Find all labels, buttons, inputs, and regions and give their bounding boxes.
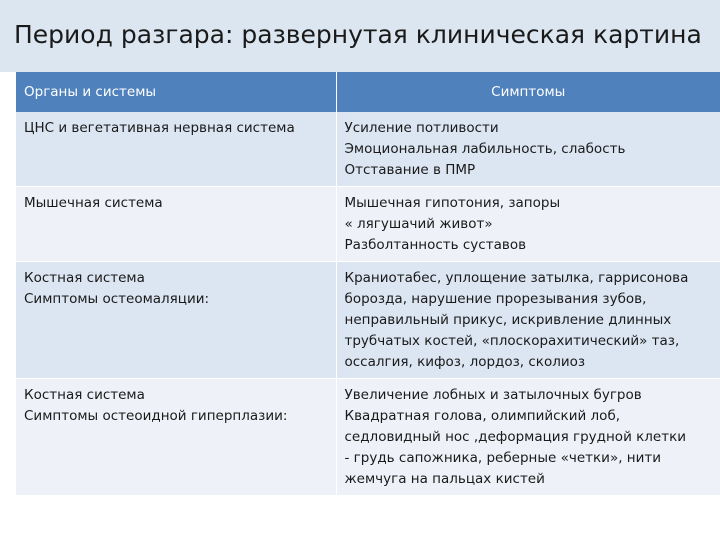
organ-line: Мышечная система <box>24 195 163 211</box>
table-row <box>16 187 720 262</box>
table-row <box>16 379 720 496</box>
header-symptoms: Симптомы <box>336 72 720 112</box>
table-header-row <box>16 72 720 112</box>
organ-line: Симптомы остеоидной гиперплазии: <box>24 408 288 424</box>
organ-cell <box>16 379 336 496</box>
symptoms-cell <box>336 187 720 262</box>
symptom-line: « лягушачий живот» <box>344 216 493 232</box>
table-row <box>16 262 720 379</box>
organ-cell <box>16 262 336 379</box>
symptom-line: седловидный нос ,деформация грудной клетки <box>344 429 687 445</box>
symptom-line: Усиление потливости <box>344 120 499 136</box>
symptoms-cell <box>336 379 720 496</box>
symptom-line: оссалгия, кифоз, лордоз, сколиоз <box>344 354 586 370</box>
symptom-line: Эмоциональная лабильность, слабость <box>344 141 626 157</box>
symptom-line: Разболтанность суставов <box>344 237 527 253</box>
symptom-line: неправильный прикус, искривление длинных <box>344 312 672 328</box>
symptom-line: Краниотабес, уплощение затылка, гаррисонова <box>344 270 689 286</box>
organ-cell <box>16 112 336 187</box>
slide-title: Период разгара: развернутая клиническая картина <box>14 20 702 49</box>
symptom-line: борозда, нарушение прорезывания зубов, <box>344 291 647 307</box>
symptoms-cell <box>336 112 720 187</box>
organ-line: Костная система <box>24 387 145 403</box>
symptom-line: Отставание в ПМР <box>344 162 476 178</box>
organ-line: Костная система <box>24 270 145 286</box>
symptom-line: Увеличение лобных и затылочных бугров <box>344 387 642 403</box>
header-organs: Органы и системы <box>16 72 336 112</box>
symptom-line: Мышечная гипотония, запоры <box>344 195 561 211</box>
organ-cell <box>16 187 336 262</box>
symptom-line: трубчатых костей, «плоскорахитический» таз, <box>344 333 680 349</box>
symptoms-cell <box>336 262 720 379</box>
symptoms-table <box>16 72 720 496</box>
symptom-line: Квадратная голова, олимпийский лоб, <box>344 408 621 424</box>
organ-line: ЦНС и вегетативная нервная система <box>24 120 295 136</box>
symptom-line: - грудь сапожника, реберные «четки», нити <box>344 450 662 466</box>
table-row <box>16 112 720 187</box>
organ-line: Симптомы остеомаляции: <box>24 291 210 307</box>
symptom-line: жемчуга на пальцах кистей <box>344 471 545 487</box>
